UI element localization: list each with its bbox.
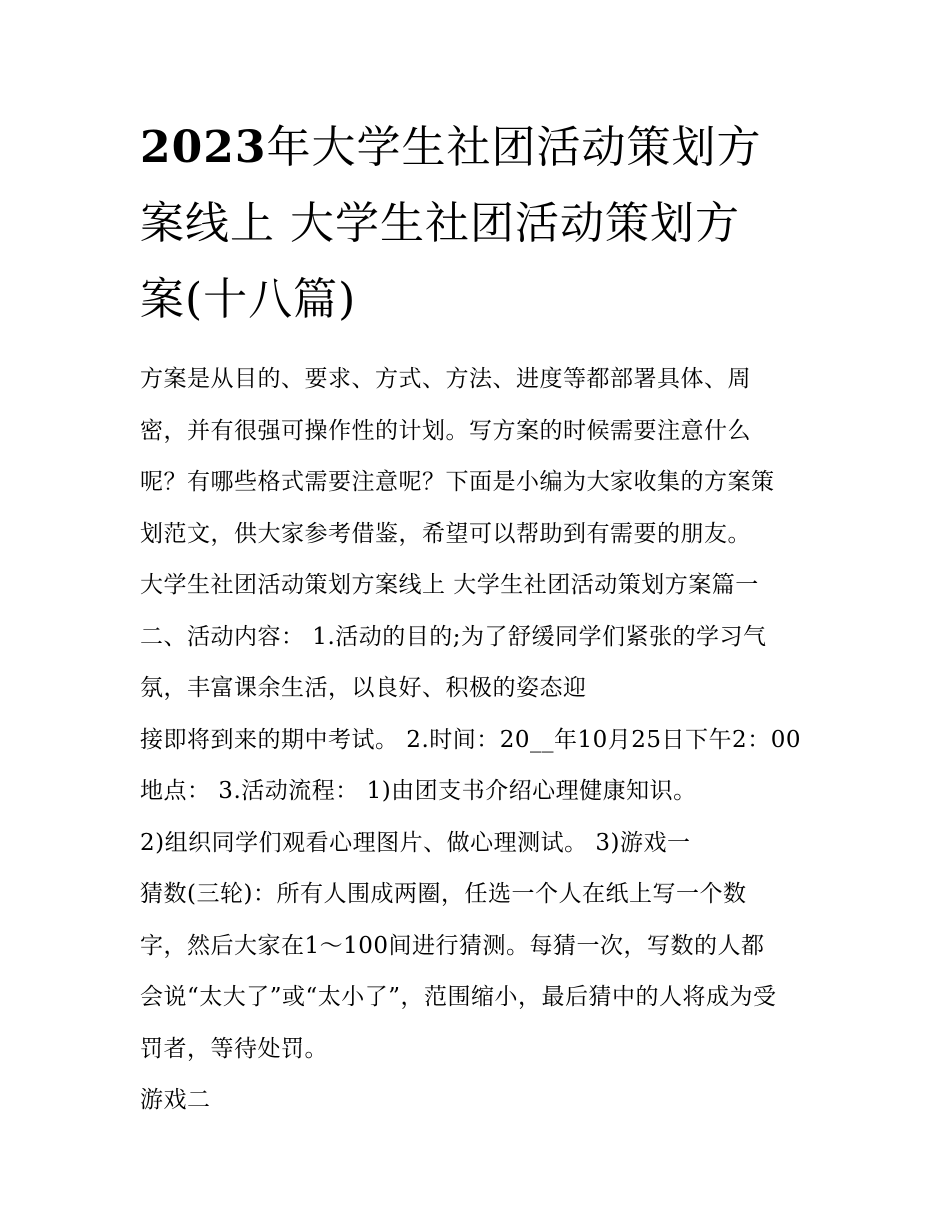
body-line: 接即将到来的期中考试。 2.时间：20__年10月25日下午2：00: [140, 726, 801, 753]
body-line: 罚者，等待处罚。: [140, 1035, 328, 1062]
body-line: 方案是从目的、要求、方式、方法、进度等都部署具体、周: [140, 366, 751, 392]
body-line: 2)组织同学们观看心理图片、做心理测试。 3)游戏一: [140, 829, 691, 856]
body-line: 划范文，供大家参考借鉴，希望可以帮助到有需要的朋友。: [140, 520, 751, 547]
body-line: 地点： 3.活动流程： 1)由团支书介绍心理健康知识。: [140, 778, 697, 804]
title-year: 2023: [140, 122, 267, 173]
title-text-1: 年大学生社团活动策划方: [266, 122, 762, 173]
body-line: 二、活动内容： 1.活动的目的;为了舒缓同学们紧张的学习气: [140, 623, 767, 650]
title-line-3: [140, 262, 820, 338]
title-text-2: 案线上 大学生社团活动策划方: [140, 198, 740, 249]
document-body: [140, 354, 830, 1127]
body-line: 猜数(三轮)：所有人围成两圈，任选一个人在纸上写一个数: [140, 881, 747, 907]
body-line: 密，并有很强可操作性的计划。写方案的时候需要注意什么: [140, 417, 751, 444]
section-heading-line: 大学生社团活动策划方案线上 大学生社团活动策划方案篇一: [140, 572, 759, 598]
body-line: 氛，丰富课余生活，以良好、积极的姿态迎: [140, 675, 587, 701]
document-title: [140, 110, 820, 338]
title-text-3: 案(十八篇): [140, 274, 357, 325]
title-line-2: [140, 186, 820, 262]
body-line: 呢？有哪些格式需要注意呢？下面是小编为大家收集的方案策: [140, 469, 775, 495]
title-line-1: [140, 110, 820, 186]
body-line: 字，然后大家在1～100间进行猜测。每猜一次，写数的人都: [140, 932, 765, 959]
body-line: 会说“太大了”或“太小了”，范围缩小，最后猜中的人将成为受: [140, 984, 777, 1010]
body-line: 游戏二: [140, 1087, 211, 1113]
